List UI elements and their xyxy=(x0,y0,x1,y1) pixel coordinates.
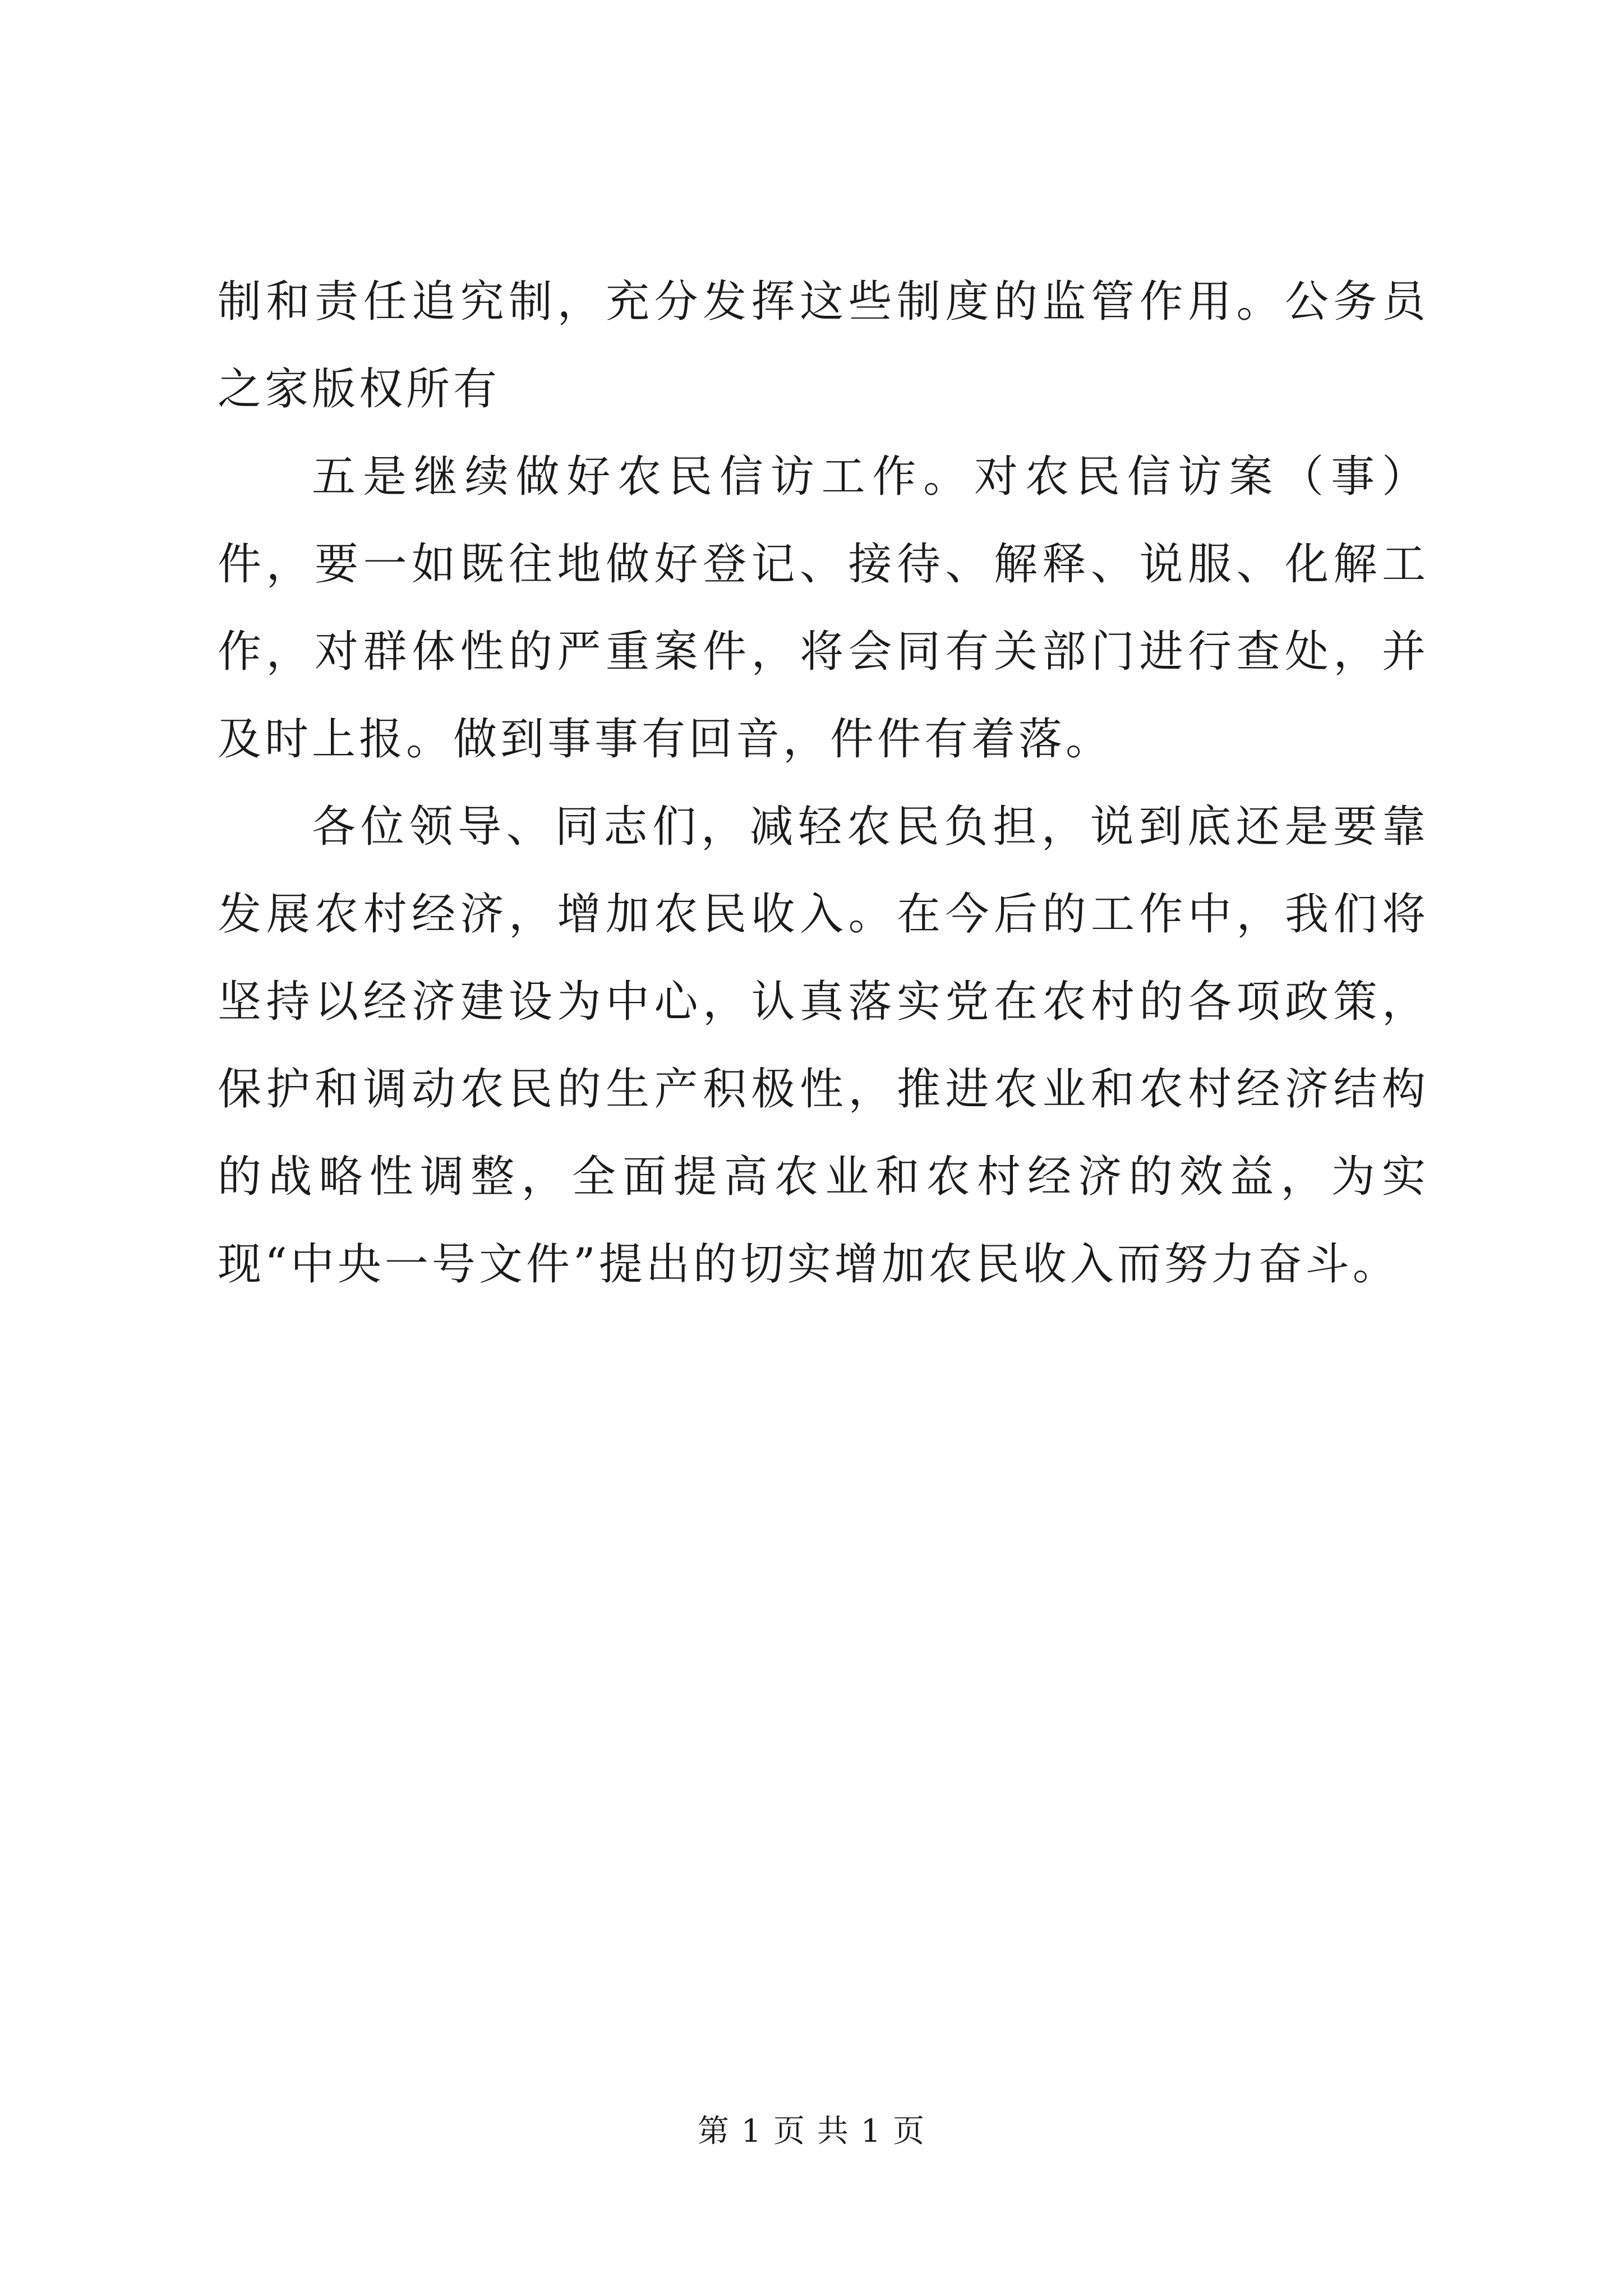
paragraph-petition-work: 五是继续做好农民信访工作。对农民信访案（事）件，要一如既往地做好登记、接待、解释、说服、化解工作，对群体性的严重案件，将会同有关部门进行查处，并及时上报。做到事事有回音，件件有着落。 xyxy=(218,452,1429,765)
document-body xyxy=(218,258,1429,1308)
page-footer: 第 1 页 共 1 页 xyxy=(697,2113,926,2150)
paragraph-closing-remarks: 各位领导、同志们，减轻农民负担，说到底还是要靠发展农村经济，增加农民收入。在今后的工作中，我们将坚持以经济建设为中心，认真落实党在农村的各项政策，保护和调动农民的生产积极性，推进农业和农村经济结构的战略性调整，全面提高农业和农村经济的效益，为实现“中央一号文件”提出的切实增加农民收入而努力奋斗。 xyxy=(218,802,1429,1290)
paragraph-continuation: 制和责任追究制，充分发挥这些制度的监管作用。公务员之家版权所有 xyxy=(218,277,1429,415)
